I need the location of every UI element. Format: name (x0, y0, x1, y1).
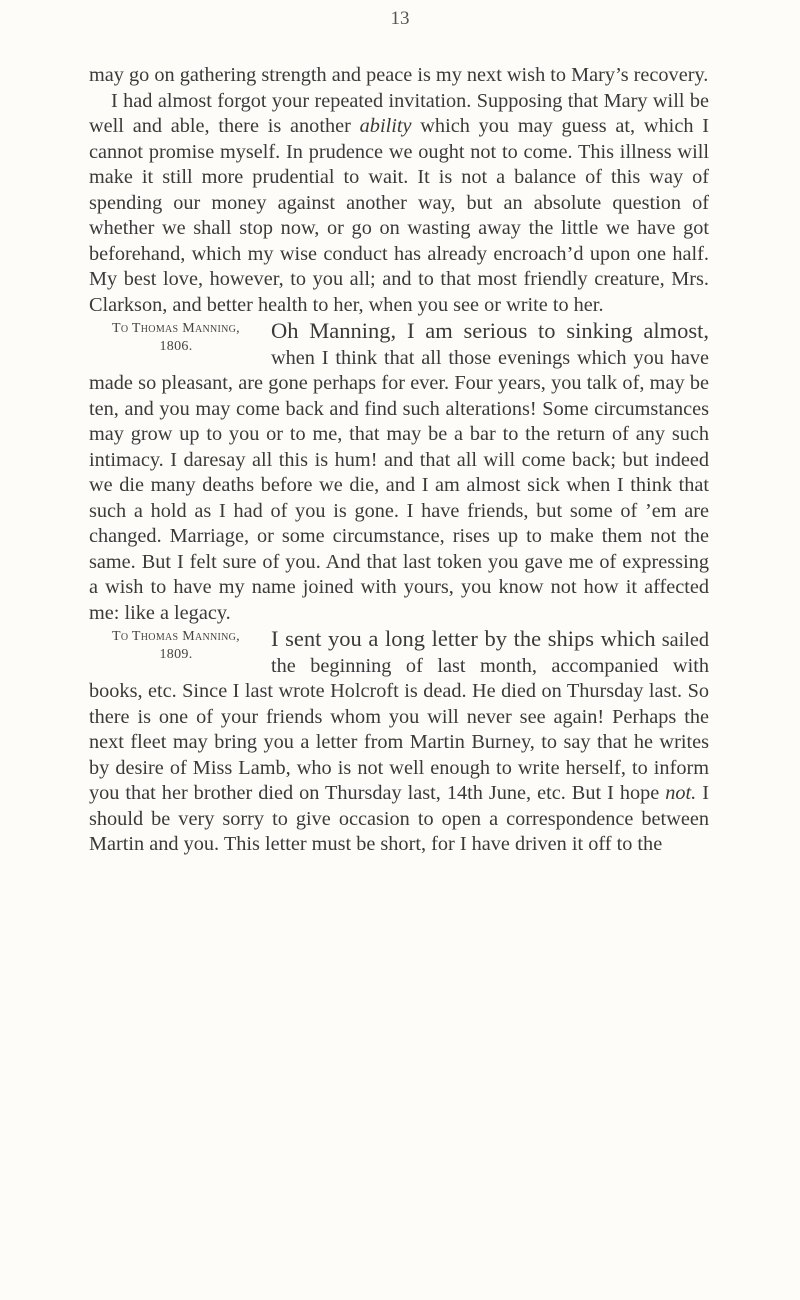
letter-recipient: To Thomas Manning, (112, 629, 240, 644)
letter-body: when I think that all those evenings which you have made so pleasant, are gone perhaps for ever. Four years, you talk of, may be ten, and you may come back and find such alterations! Some circumstances may grow up to you or to me, that may be a bar to the return of any such intimacy. I daresay all this is hum! and that all will come back; but indeed we die many deaths before we die, and I am almost sick when I think that such a hold as I had of you is gone. I have friends, but some of ’em are changed. Marriage, or some circumstance, rises up to make them not the same. But I felt sure of you. And that last token you gave me of expressing a wish to have my name joined with yours, you know not how it affected me: like a legacy. (89, 346, 709, 624)
page-text (89, 63, 709, 858)
letter-recipient: To Thomas Manning, (112, 321, 240, 336)
letter-1809 (89, 626, 709, 858)
paragraph-continuation: may go on gathering strength and peace is my next wish to Mary’s recovery. (89, 64, 709, 86)
page-number: 13 (390, 8, 410, 29)
emphasis-ability: ability (359, 115, 412, 137)
letter-body: sailed the beginning of last month, accompanied with books, etc. Since I last wrote Holcroft is dead. He died on Thursday last. So there is one of your friends whom you will never see again! Perhaps the next fleet may bring you a letter from Martin Burney, to say that he writes by desire of Miss Lamb, who is not well enough to write herself, to inform you that her brother died on Thursday last, 14th June, etc. But I hope (89, 629, 709, 804)
letter-body-end: I should be very sorry to give occasion to open a correspondence between Martin and you. This letter must be short, for I have driven it off to the (89, 782, 709, 855)
letter-1806 (89, 318, 709, 626)
letter-year: 1809. (159, 647, 193, 662)
letter-year: 1806. (159, 339, 193, 354)
letter-opening: I sent you a long letter by the ships which (271, 626, 656, 651)
paragraph-invitation: I had almost forgot your repeated invitation. Supposing that Mary will be well and able, there is another ability which you may guess at, which I cannot promise myself. In prudence we ought not to come. This illness will make it still more prudential to wait. It is not a balance of this way of spending our money against another way, but an absolute question of whether we shall stop now, or go on wasting away the little we have got beforehand, which my wise conduct has already encroach’d upon one half. My best love, however, to you all; and to that most friendly creature, Mrs. Clarkson, and better health to her, when you see or write to her. (89, 89, 709, 316)
letter-opening: Oh Manning, I am serious to sinking almost, (271, 318, 709, 343)
letter-heading-1809 (89, 628, 263, 664)
emphasis-not: not. (665, 782, 697, 804)
letter-heading-1806 (89, 320, 263, 356)
